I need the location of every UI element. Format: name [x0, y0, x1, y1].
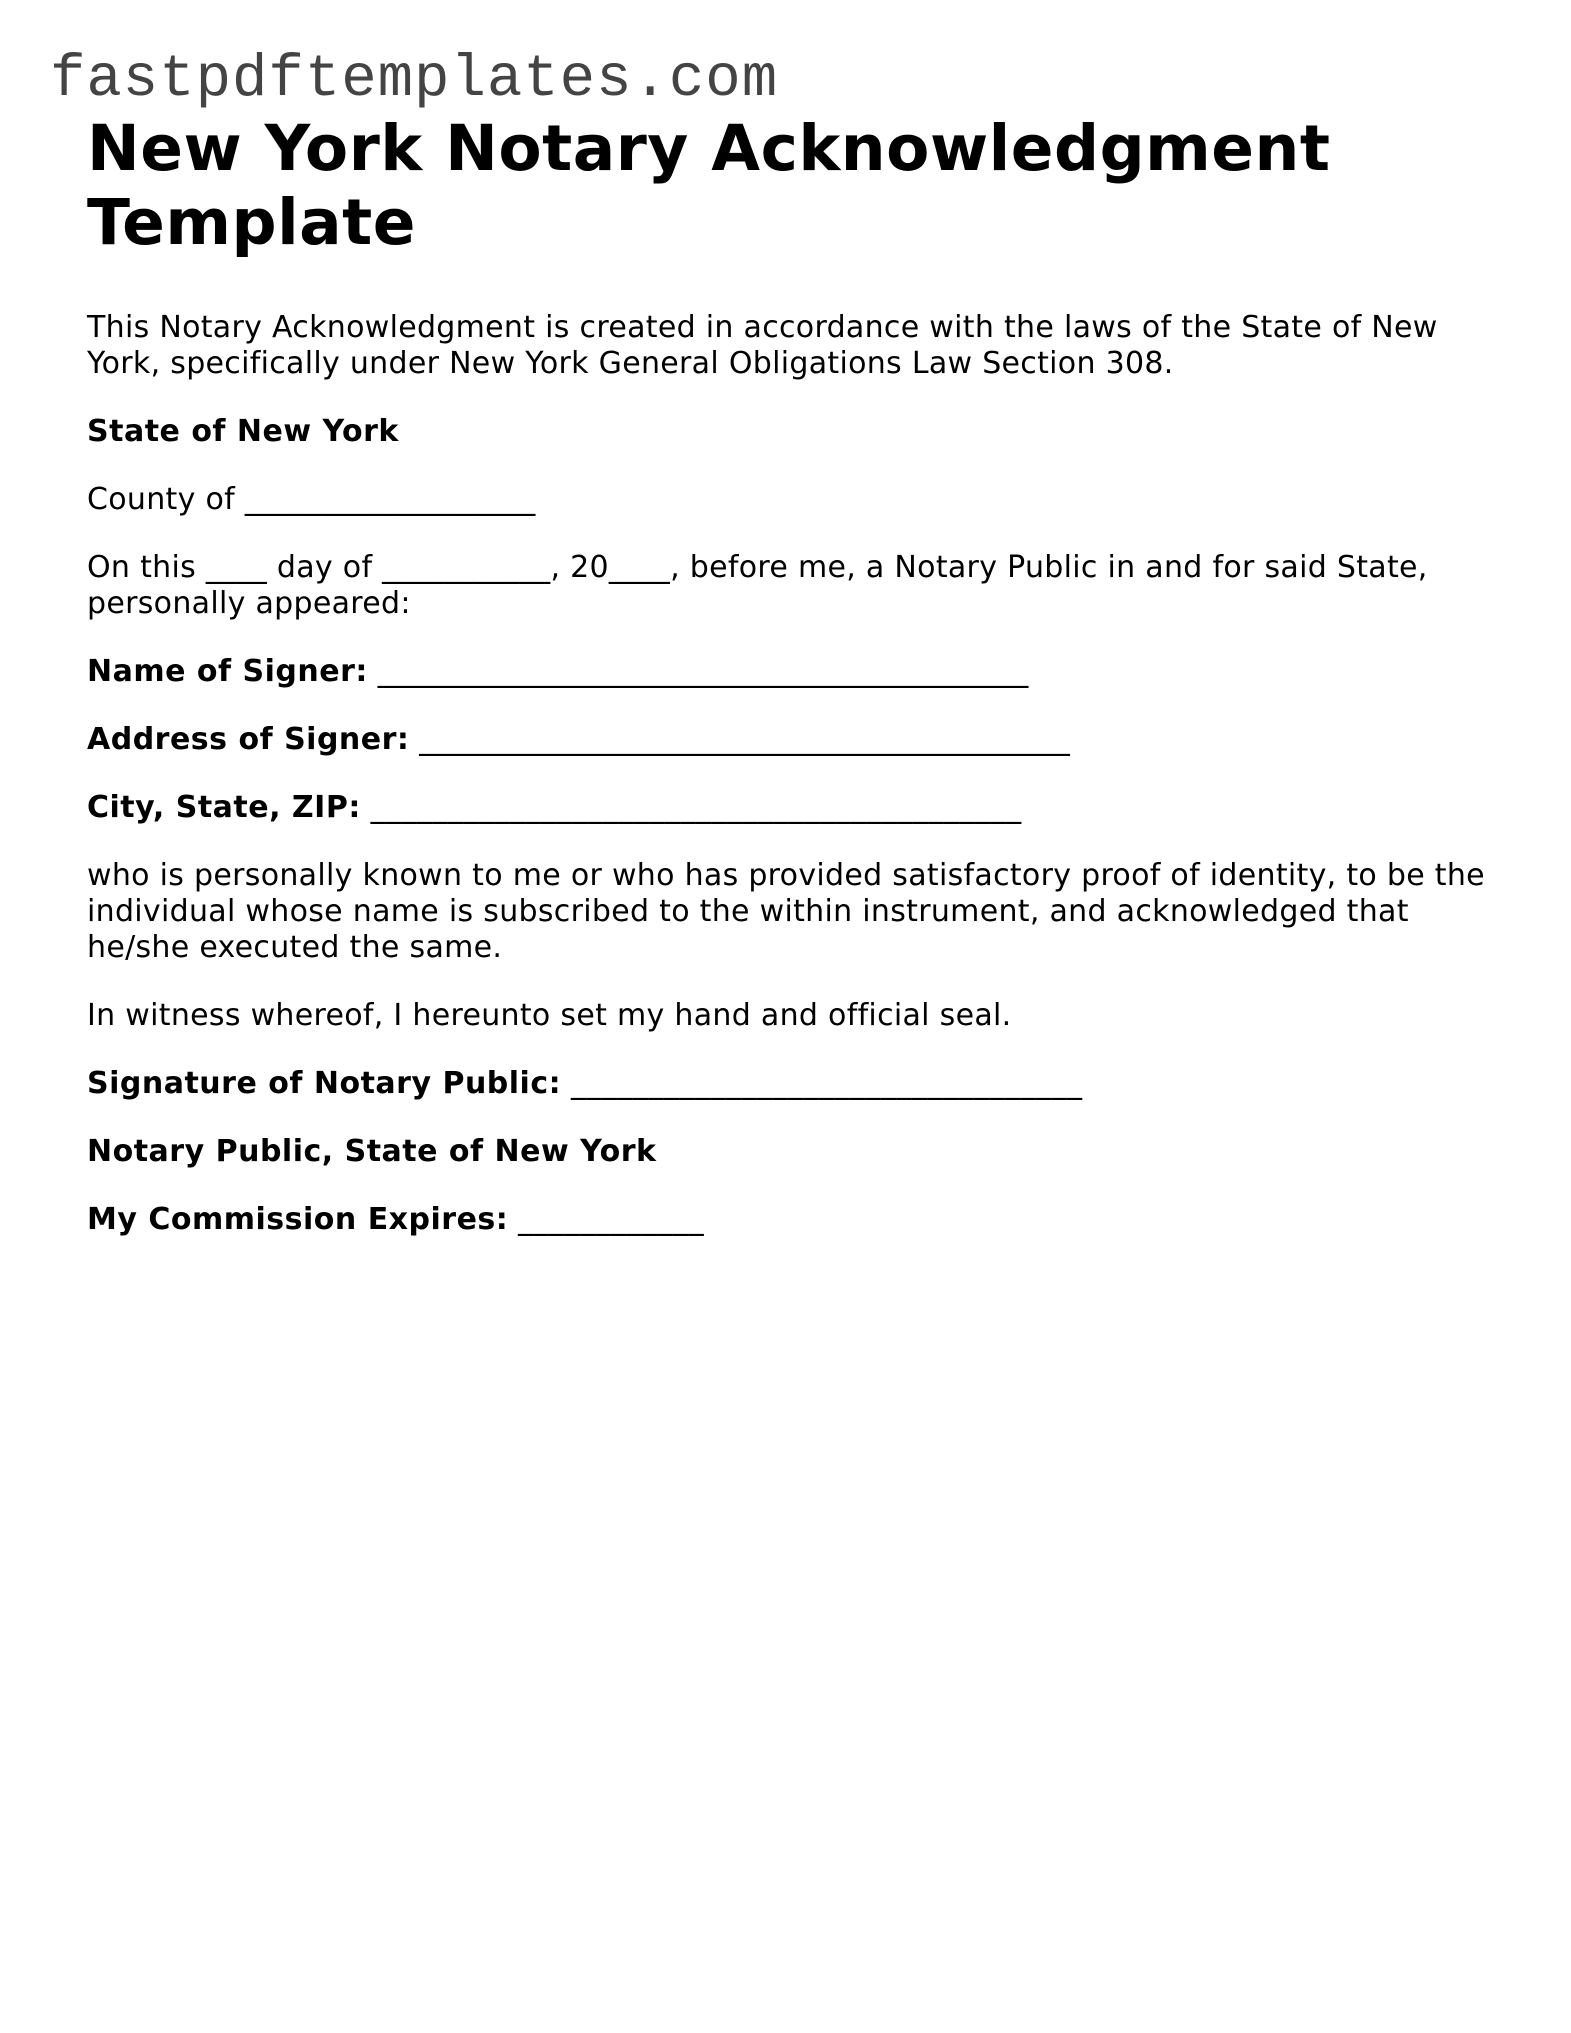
- city-state-zip-blank: __________________________________________: [370, 790, 1022, 825]
- commission-row: [87, 1202, 1487, 1238]
- signer-address-blank: __________________________________________: [419, 722, 1071, 757]
- watermark: fastpdftemplates.com: [50, 46, 779, 113]
- commission-blank: ____________: [518, 1202, 705, 1237]
- city-state-zip-row: [87, 790, 1487, 826]
- signer-address-label: Address of Signer:: [87, 722, 410, 757]
- date-line: On this ____ day of ___________, 20____, before me, a Notary Public in and for said State, personally appeared:: [87, 550, 1428, 621]
- document-title: New York Notary Acknowledgment Template: [87, 112, 1331, 259]
- state-heading: State of New York: [87, 414, 399, 449]
- signer-name-row: [87, 654, 1487, 690]
- signer-address-row: [87, 722, 1487, 758]
- notary-signature-label: Signature of Notary Public:: [87, 1066, 562, 1101]
- commission-label: My Commission Expires:: [87, 1202, 509, 1237]
- witness-line: In witness whereof, I hereunto set my hand and official seal.: [87, 998, 1012, 1033]
- intro-paragraph: This Notary Acknowledgment is created in accordance with the laws of the State of New York, specifically under New York General Obligations Law Section 308.: [87, 310, 1438, 381]
- notary-signature-blank: _________________________________: [570, 1066, 1083, 1101]
- county-line: County of ___________________: [87, 482, 536, 517]
- acknowledgment-statement: who is personally known to me or who has provided satisfactory proof of identity, to be the individual whose name is subscribed to the within instrument, and acknowledged that he/she executed the same.: [87, 858, 1485, 965]
- notary-title: Notary Public, State of New York: [87, 1134, 657, 1169]
- city-state-zip-label: City, State, ZIP:: [87, 790, 361, 825]
- signer-name-blank: __________________________________________: [377, 654, 1029, 689]
- notary-signature-row: [87, 1066, 1487, 1102]
- document: [87, 112, 1487, 1238]
- signer-name-label: Name of Signer:: [87, 654, 368, 689]
